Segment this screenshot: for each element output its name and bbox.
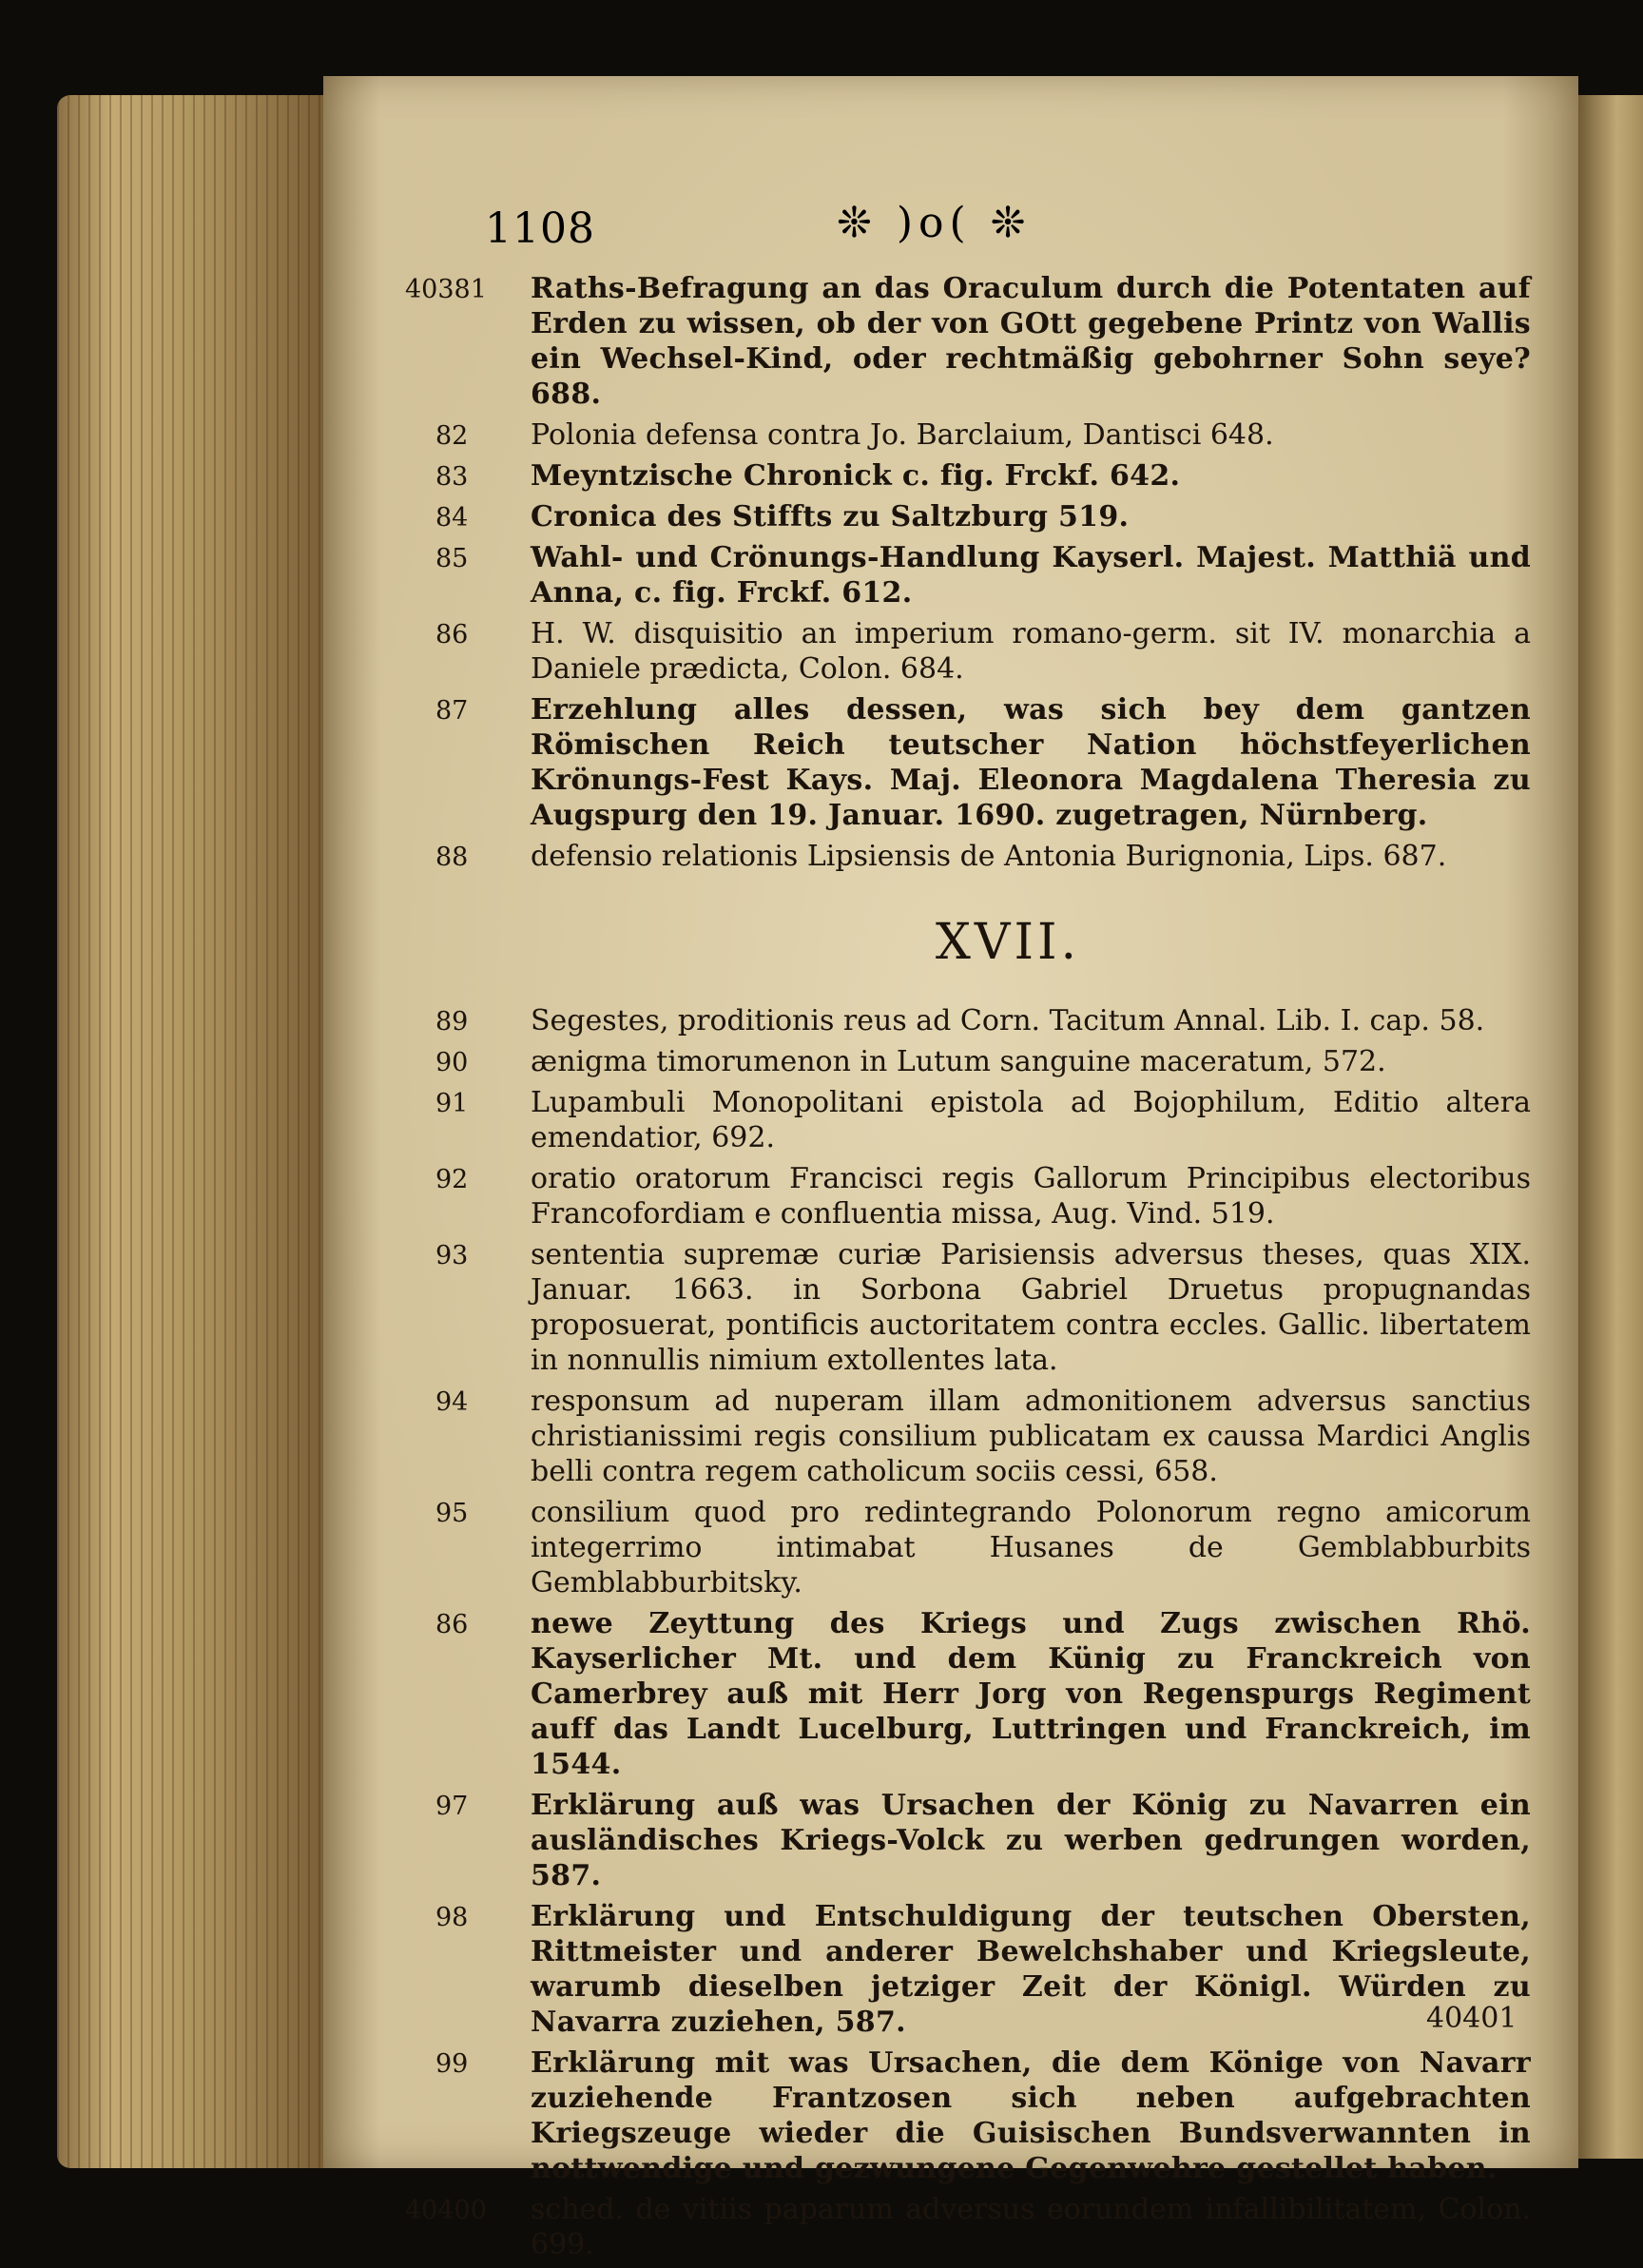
page-header <box>485 199 1531 262</box>
entry-title: ænigma timorumenon in Lutum sanguine maceratum, 572. <box>531 1045 1386 1078</box>
entry-title: Wahl- und Crönungs-Handlung Kayserl. Majest. Matthiä und Anna, c. fig. Frckf. 612. <box>531 541 1531 610</box>
entry-number: 84 <box>435 503 469 533</box>
catalog-entry <box>435 1606 1531 1782</box>
entry-title: Lupambuli Monopolitani epistola ad Bojophilum, Editio altera emendatior, 692. <box>531 1086 1531 1154</box>
entry-title: defensio relationis Lipsiensis de Antonia Burignonia, Lips. 687. <box>531 840 1447 873</box>
entry-number: 94 <box>435 1387 469 1417</box>
entry-title: oratio oratorum Francisci regis Gallorum Principibus electoribus Francofordiam e confluentia missa, Aug. Vind. 519. <box>531 1162 1531 1231</box>
entry-number: 87 <box>435 696 469 726</box>
entry-number: 91 <box>435 1089 469 1118</box>
catalog-entry <box>435 499 1531 534</box>
catalog-entries <box>405 271 1531 2268</box>
entry-title: Erklärung mit was Ursachen, die dem Könige von Navarr zuziehende Frantzosen sich neben aufgebrachten Kriegszeuge wieder die Guisischen Bundsverwannten in nottwendige und gezwungene Gegenwehre gestellet haben. <box>531 2046 1531 2185</box>
page-number: 1108 <box>485 204 595 253</box>
entry-number: 89 <box>435 1007 469 1037</box>
entry-title: Raths-Befragung an das Oraculum durch die Potentaten auf Erden zu wissen, ob der von GOtt gegebene Printz von Wallis ein Wechsel-Kind, oder rechtmäßig gebohrner Sohn seye? 688. <box>531 272 1531 411</box>
catalog-entry <box>435 458 1531 494</box>
entry-number: 92 <box>435 1165 469 1194</box>
catalog-entry <box>435 1899 1531 2040</box>
entry-number: 93 <box>435 1241 469 1270</box>
catalog-entry <box>435 692 1531 833</box>
book-page-edges <box>57 95 323 2168</box>
entry-title: Erklärung und Entschuldigung der teutschen Obersten, Rittmeister und anderer Bewelchshaber und Kriegsleute, warumb dieselben jetziger Zeit der Königl. Würden zu Navarra zuziehen, 587. <box>531 1900 1531 2039</box>
entry-number: 85 <box>435 544 469 573</box>
entry-number: 99 <box>435 2049 469 2079</box>
entry-title: consilium quod pro redintegrando Polonorum regno amicorum integerrimo intimabat Husanes de Gemblabburbits Gemblabburbitsky. <box>531 1496 1531 1599</box>
entry-number: 97 <box>435 1792 469 1821</box>
header-ornament: ❊ )o( ❊ <box>837 199 1032 247</box>
entry-number: 98 <box>435 1903 469 1932</box>
entry-title: Cronica des Stiffts zu Saltzburg 519. <box>531 500 1130 533</box>
catalog-entry <box>435 1495 1531 1600</box>
entry-title: sententia supremæ curiæ Parisiensis adversus theses, quas XIX. Januar. 1663. in Sorbona Gabriel Druetus propugnandas proposuerat, pontificis auctoritatem contra eccles. Gallic. libertatem in nonnullis nimium extollentes lata. <box>531 1238 1531 1377</box>
entry-number: 86 <box>435 1610 469 1639</box>
entry-number: 90 <box>435 1048 469 1077</box>
entry-title: Segestes, proditionis reus ad Corn. Tacitum Annal. Lib. I. cap. 58. <box>531 1004 1485 1037</box>
catchword: 40401 <box>1426 2002 1517 2035</box>
entry-title: sched. de vitiis paparum adversus eorundem infallibilitatem, Colon. 699. <box>531 2193 1531 2261</box>
catalog-entry <box>435 540 1531 611</box>
catalog-entry <box>405 271 1531 412</box>
facing-page-edge <box>1578 95 1643 2159</box>
entry-title: responsum ad nuperam illam admonitionem adversus sanctius christianissimi regis consilium publicatam ex caussa Mardici Anglis belli contra regem catholicum sociis cessi, 658. <box>531 1385 1531 1488</box>
section-heading: XVII. <box>935 914 1081 971</box>
entry-list-bottom <box>405 1003 1531 2262</box>
catalog-entry <box>435 417 1531 453</box>
catalog-entry <box>435 2045 1531 2186</box>
catalog-entry <box>435 1085 1531 1155</box>
catalog-entry <box>435 616 1531 687</box>
catalog-entry <box>435 1237 1531 1378</box>
catalog-entry <box>435 1384 1531 1489</box>
entry-number: 86 <box>435 620 469 649</box>
entry-number: 40381 <box>405 275 487 304</box>
entry-list-top <box>405 271 1531 874</box>
entry-title: Erklärung auß was Ursachen der König zu Navarren ein ausländisches Kriegs-Volck zu werben gedrungen worden, 587. <box>531 1789 1531 1892</box>
catalog-entry <box>435 1788 1531 1893</box>
catalog-entry <box>435 1003 1531 1038</box>
catalog-entry <box>435 1161 1531 1231</box>
entry-number: 88 <box>435 843 469 872</box>
entry-title: Erzehlung alles dessen, was sich bey dem gantzen Römischen Reich teutscher Nation höchstfeyerlichen Krönungs-Fest Kays. Maj. Eleonora Magdalena Theresia zu Augspurg den 19. Januar. 1690. zugetragen, Nürnberg. <box>531 693 1531 832</box>
catalog-entry <box>435 839 1531 874</box>
entry-title: Polonia defensa contra Jo. Barclaium, Dantisci 648. <box>531 418 1274 452</box>
entry-number: 82 <box>435 421 469 451</box>
catalog-entry <box>405 2192 1531 2262</box>
entry-title: H. W. disquisitio an imperium romano-germ. sit IV. monarchia a Daniele prædicta, Colon. 684. <box>531 617 1531 686</box>
entry-number: 40400 <box>405 2196 487 2225</box>
entry-number: 95 <box>435 1499 469 1528</box>
catalog-entry <box>435 1044 1531 1079</box>
entry-title: Meyntzische Chronick c. fig. Frckf. 642. <box>531 459 1181 493</box>
entry-title: newe Zeyttung des Kriegs und Zugs zwischen Rhö. Kayserlicher Mt. und dem Künig zu Franckreich von Camerbrey auß mit Herr Jorg von Regenspurgs Regiment auff das Landt Lucelburg, Luttringen und Franckreich, im 1544. <box>531 1607 1531 1781</box>
entry-number: 83 <box>435 462 469 492</box>
